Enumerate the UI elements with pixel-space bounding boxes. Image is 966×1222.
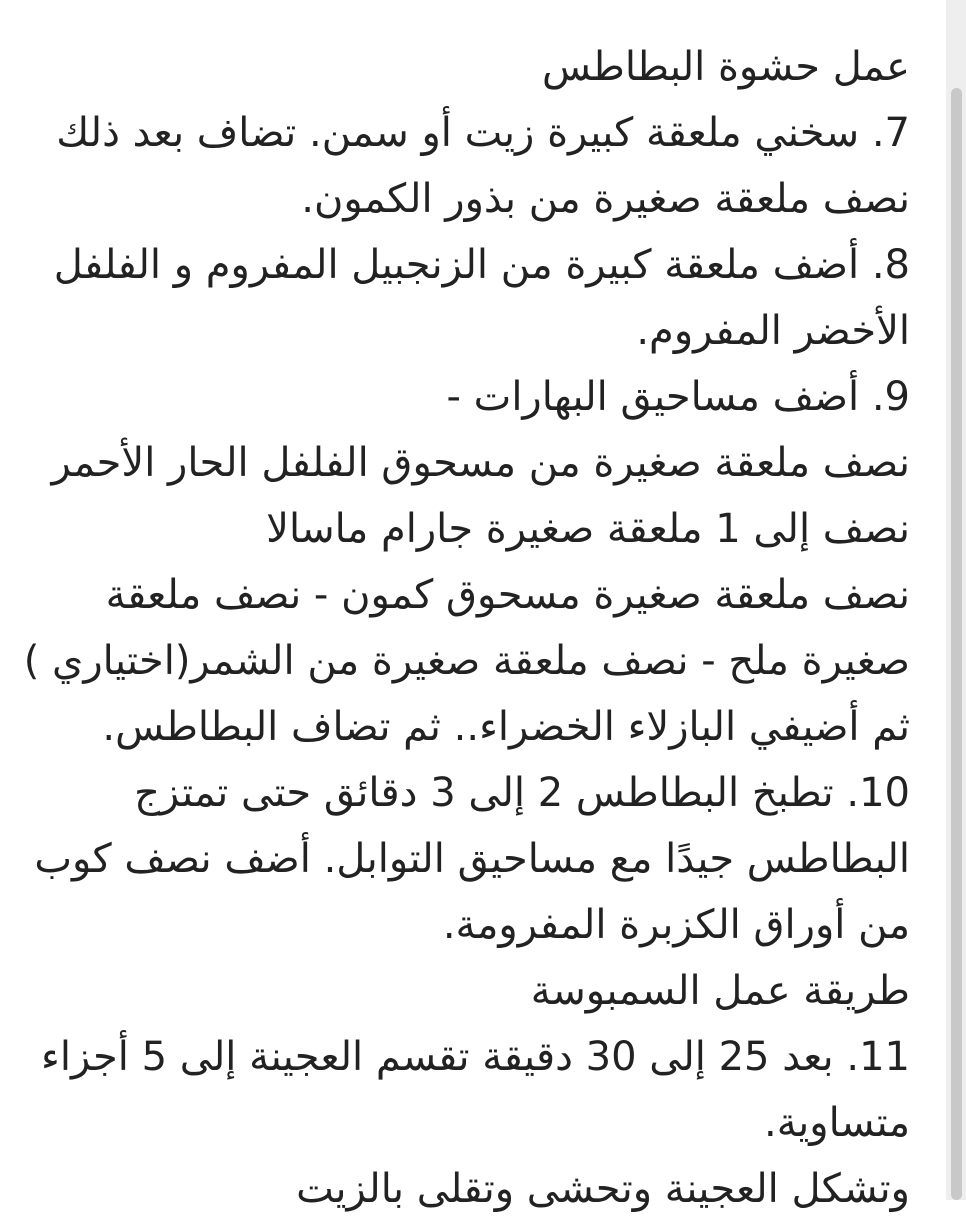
step-10-line-3: من أوراق الكزبرة المفرومة. bbox=[442, 902, 910, 948]
step-8-line-2: الأخضر المفروم. bbox=[636, 308, 910, 354]
spice-line-3: نصف ملعقة صغيرة مسحوق كمون - نصف ملعقة bbox=[105, 572, 910, 618]
step-7-line-1: 7. سخني ملعقة كبيرة زيت أو سمن. تضاف بعد ذلك bbox=[56, 110, 910, 156]
scrollbar-track[interactable] bbox=[946, 0, 966, 1200]
scrollbar-thumb[interactable] bbox=[951, 88, 962, 1200]
peas-line: ثم أضيفي البازلاء الخضراء.. ثم تضاف البطاطس. bbox=[102, 704, 910, 750]
section-heading-samosa: طريقة عمل السمبوسة bbox=[530, 968, 910, 1014]
step-10-line-1: 10. تطبخ البطاطس 2 إلى 3 دقائق حتى تمتزج bbox=[134, 770, 910, 816]
step-11-line-1: 11. بعد 25 إلى 30 دقيقة تقسم العجينة إلى 5 أجزاء bbox=[41, 1034, 910, 1080]
step-11-line-2: متساوية. bbox=[764, 1100, 910, 1146]
final-line: وتشكل العجينة وتحشى وتقلى بالزيت bbox=[296, 1166, 910, 1212]
spice-line-4: صغيرة ملح - نصف ملعقة صغيرة من الشمر(اختياري ) bbox=[23, 638, 910, 684]
step-7-line-2: نصف ملعقة صغيرة من بذور الكمون. bbox=[301, 176, 910, 222]
section-heading-filling: عمل حشوة البطاطس bbox=[542, 44, 910, 90]
step-9-line-1: 9. أضف مساحيق البهارات - bbox=[446, 374, 910, 420]
spice-line-2: نصف إلى 1 ملعقة صغيرة جارام ماسالا bbox=[266, 506, 910, 552]
step-8-line-1: 8. أضف ملعقة كبيرة من الزنجبيل المفروم و الفلفل bbox=[53, 242, 910, 288]
step-10-line-2: البطاطس جيدًا مع مساحيق التوابل. أضف نصف كوب bbox=[34, 836, 910, 882]
recipe-text bbox=[20, 34, 910, 1222]
spice-line-1: نصف ملعقة صغيرة من مسحوق الفلفل الحار الأحمر bbox=[51, 440, 910, 486]
